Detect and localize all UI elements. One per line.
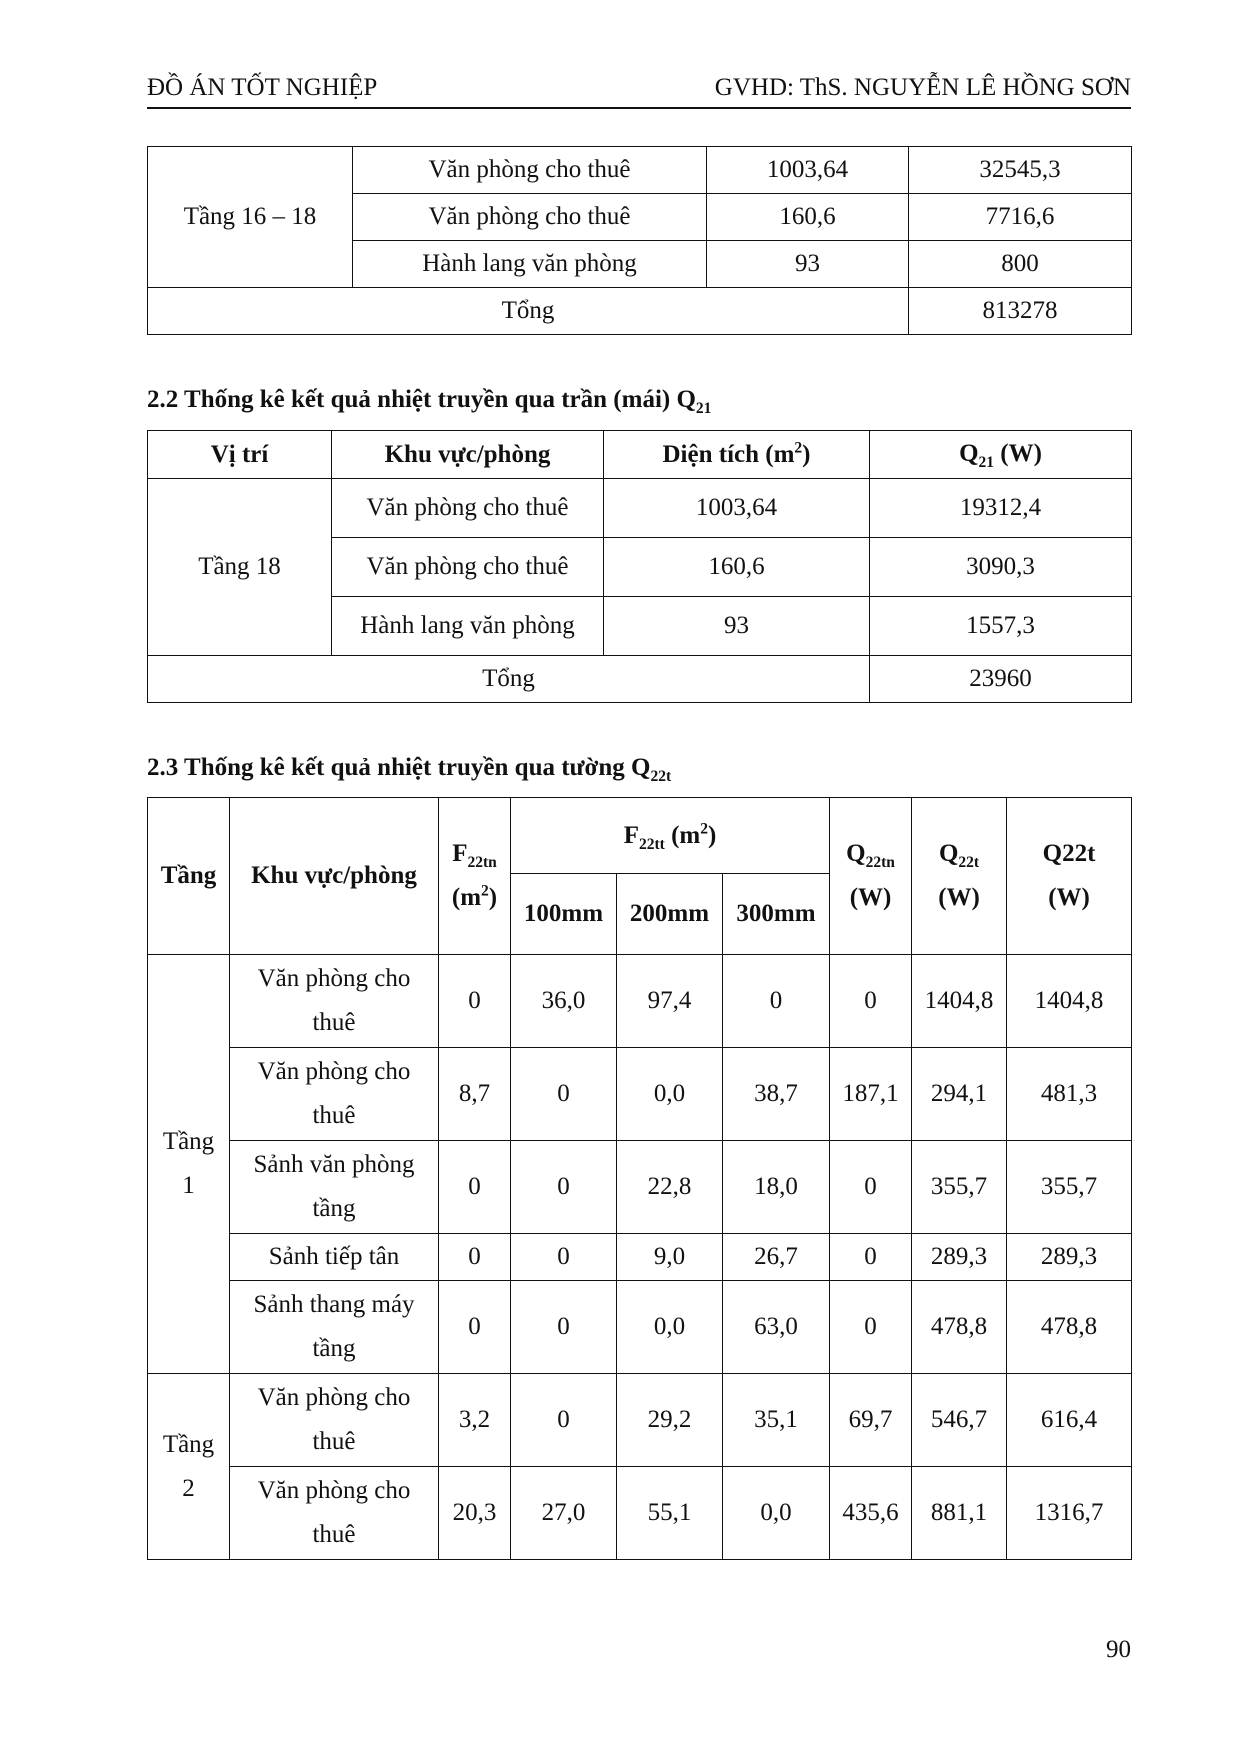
header-200mm: 200mm xyxy=(617,874,723,955)
value-cell: 63,0 xyxy=(723,1281,830,1374)
table-row xyxy=(148,1048,1132,1141)
total-value: 813278 xyxy=(909,288,1132,335)
header-q22t-total: Q22t (W) xyxy=(1007,798,1132,955)
value-cell: 8,7 xyxy=(439,1048,511,1141)
page-header xyxy=(147,74,1131,112)
area-cell: 160,6 xyxy=(604,538,870,597)
value-cell: 22,8 xyxy=(617,1141,723,1234)
table-header-row xyxy=(148,431,1132,479)
area-cell: 93 xyxy=(604,597,870,656)
value-cell: 478,8 xyxy=(912,1281,1007,1374)
value-cell: 3,2 xyxy=(439,1374,511,1467)
value-cell: 1404,8 xyxy=(1007,955,1132,1048)
table-row xyxy=(148,479,1132,538)
area-cell: 93 xyxy=(707,241,909,288)
value-cell: 616,4 xyxy=(1007,1374,1132,1467)
heat-cell: 7716,6 xyxy=(909,194,1132,241)
table-row xyxy=(148,1374,1132,1467)
value-cell: 294,1 xyxy=(912,1048,1007,1141)
value-cell: 9,0 xyxy=(617,1234,723,1281)
value-cell: 478,8 xyxy=(1007,1281,1132,1374)
value-cell: 55,1 xyxy=(617,1467,723,1560)
value-cell: 0 xyxy=(439,1281,511,1374)
room-cell: Sảnh văn phòng tầng xyxy=(230,1141,439,1234)
value-cell: 289,3 xyxy=(1007,1234,1132,1281)
header-q21: $Q_{21}$ (W) xyxy=(870,431,1132,479)
room-cell: Sảnh tiếp tân xyxy=(230,1234,439,1281)
room-cell: Văn phòng cho thuê xyxy=(230,1467,439,1560)
header-q22t: $Q_{22t}$ (W) xyxy=(912,798,1007,955)
value-cell: 435,6 xyxy=(830,1467,912,1560)
value-cell: 481,3 xyxy=(1007,1048,1132,1141)
value-cell: 0 xyxy=(511,1374,617,1467)
value-cell: 29,2 xyxy=(617,1374,723,1467)
total-value: 23960 xyxy=(870,656,1132,703)
room-cell: Văn phòng cho thuê xyxy=(353,147,707,194)
total-label: Tổng xyxy=(148,288,909,335)
header-area: Khu vực/phòng xyxy=(230,798,439,955)
value-cell: 36,0 xyxy=(511,955,617,1048)
table-roof-heat xyxy=(147,430,1132,703)
value-cell: 546,7 xyxy=(912,1374,1007,1467)
room-cell: Văn phòng cho thuê xyxy=(332,538,604,597)
heat-cell: 32545,3 xyxy=(909,147,1132,194)
table-row xyxy=(148,1467,1132,1560)
value-cell: 355,7 xyxy=(1007,1141,1132,1234)
value-cell: 27,0 xyxy=(511,1467,617,1560)
value-cell: 97,4 xyxy=(617,955,723,1048)
table-continuation xyxy=(147,146,1132,335)
header-area: Khu vực/phòng xyxy=(332,431,604,479)
value-cell: 0 xyxy=(511,1048,617,1141)
heat-cell: 3090,3 xyxy=(870,538,1132,597)
heat-cell: 800 xyxy=(909,241,1132,288)
value-cell: 881,1 xyxy=(912,1467,1007,1560)
value-cell: 0,0 xyxy=(617,1048,723,1141)
value-cell: 0 xyxy=(439,1141,511,1234)
value-cell: 0 xyxy=(511,1281,617,1374)
table-row xyxy=(148,1281,1132,1374)
header-300mm: 300mm xyxy=(723,874,830,955)
floor-label: Tầng 1 xyxy=(148,955,230,1374)
value-cell: 20,3 xyxy=(439,1467,511,1560)
total-label: Tổng xyxy=(148,656,870,703)
value-cell: 0,0 xyxy=(723,1467,830,1560)
header-q22tn: $Q_{22tn}$ (W) xyxy=(830,798,912,955)
table-header-row xyxy=(148,798,1132,874)
table-row xyxy=(148,955,1132,1048)
value-cell: 355,7 xyxy=(912,1141,1007,1234)
heat-cell: 1557,3 xyxy=(870,597,1132,656)
header-floor: Tầng xyxy=(148,798,230,955)
value-cell: 187,1 xyxy=(830,1048,912,1141)
area-cell: 1003,64 xyxy=(707,147,909,194)
value-cell: 0 xyxy=(511,1234,617,1281)
value-cell: 26,7 xyxy=(723,1234,830,1281)
table-wall-heat xyxy=(147,797,1132,1560)
header-f22tn: $F_{22tn}$ $(m^2)$ xyxy=(439,798,511,955)
value-cell: 0 xyxy=(830,1141,912,1234)
value-cell: 0 xyxy=(439,955,511,1048)
room-cell: Văn phòng cho thuê xyxy=(230,1048,439,1141)
value-cell: 18,0 xyxy=(723,1141,830,1234)
room-cell: Sảnh thang máy tầng xyxy=(230,1281,439,1374)
table-row xyxy=(148,1141,1132,1234)
header-rule xyxy=(147,107,1131,109)
table-row xyxy=(148,1234,1132,1281)
header-f22tt: $F_{22tt}$ $(m^2)$ xyxy=(511,798,830,874)
heat-cell: 19312,4 xyxy=(870,479,1132,538)
total-row xyxy=(148,656,1132,703)
value-cell: 0 xyxy=(439,1234,511,1281)
section-title-2-2: 2.2 Thống kê kết quả nhiệt truyền qua trần (mái) $Q_{21}$ xyxy=(147,386,712,417)
header-position: Vị trí xyxy=(148,431,332,479)
header-100mm: 100mm xyxy=(511,874,617,955)
section-title-2-3: 2.3 Thống kê kết quả nhiệt truyền qua tường $Q_{22t}$ xyxy=(147,754,672,785)
value-cell: 1316,7 xyxy=(1007,1467,1132,1560)
value-cell: 289,3 xyxy=(912,1234,1007,1281)
room-cell: Văn phòng cho thuê xyxy=(230,1374,439,1467)
room-cell: Văn phòng cho thuê xyxy=(353,194,707,241)
value-cell: 0,0 xyxy=(617,1281,723,1374)
table-row xyxy=(148,147,1132,194)
group-label: Tầng 16 – 18 xyxy=(148,147,353,288)
value-cell: 0 xyxy=(830,1281,912,1374)
header-right-advisor: GVHD: ThS. NGUYỄN LÊ HỒNG SƠN xyxy=(714,74,1131,101)
room-cell: Hành lang văn phòng xyxy=(332,597,604,656)
area-cell: 1003,64 xyxy=(604,479,870,538)
room-cell: Văn phòng cho thuê xyxy=(332,479,604,538)
group-label: Tầng 18 xyxy=(148,479,332,656)
value-cell: 35,1 xyxy=(723,1374,830,1467)
value-cell: 69,7 xyxy=(830,1374,912,1467)
room-cell: Văn phòng cho thuê xyxy=(230,955,439,1048)
value-cell: 1404,8 xyxy=(912,955,1007,1048)
header-left-title: ĐỒ ÁN TỐT NGHIỆP xyxy=(147,74,378,101)
header-size: Diện tích $(m^2)$ xyxy=(604,431,870,479)
value-cell: 0 xyxy=(511,1141,617,1234)
page-number: 90 xyxy=(1106,1636,1131,1663)
value-cell: 0 xyxy=(830,955,912,1048)
floor-label: Tầng 2 xyxy=(148,1374,230,1560)
room-cell: Hành lang văn phòng xyxy=(353,241,707,288)
area-cell: 160,6 xyxy=(707,194,909,241)
value-cell: 38,7 xyxy=(723,1048,830,1141)
value-cell: 0 xyxy=(723,955,830,1048)
value-cell: 0 xyxy=(830,1234,912,1281)
total-row xyxy=(148,288,1132,335)
